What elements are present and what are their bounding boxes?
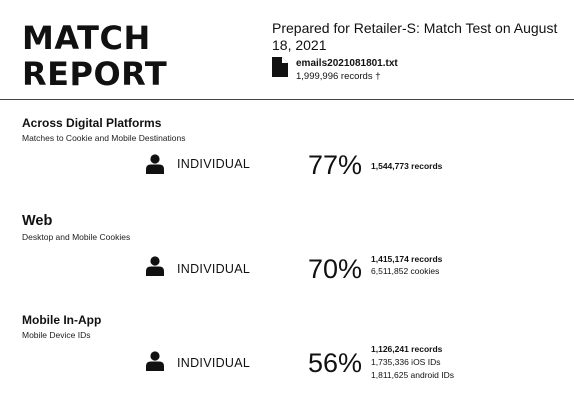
match-percent: 56% <box>308 348 363 378</box>
section-title-mobile: Mobile In-App <box>22 313 102 327</box>
report-title-line1: MATCH <box>22 19 151 57</box>
person-icon <box>146 351 164 371</box>
section-title-digital: Across Digital Platforms <box>22 116 162 130</box>
record-count: 1,126,241 records <box>371 344 443 354</box>
match-percent: 70% <box>308 254 363 284</box>
record-count: 1,415,174 records <box>371 254 443 264</box>
individual-label: INDIVIDUAL <box>177 356 251 370</box>
person-icon <box>146 256 164 276</box>
ios-id-count: 1,735,336 iOS IDs <box>371 357 441 367</box>
section-subtitle-digital: Matches to Cookie and Mobile Destinations <box>22 133 186 143</box>
header-divider <box>0 99 574 100</box>
section-subtitle-web: Desktop and Mobile Cookies <box>22 232 131 242</box>
section-subtitle-mobile: Mobile Device IDs <box>22 330 91 340</box>
individual-label: INDIVIDUAL <box>177 262 251 276</box>
report-title-line2: REPORT <box>22 55 168 93</box>
record-count: 1,544,773 records <box>371 161 443 171</box>
match-percent: 77% <box>308 150 363 180</box>
file-records: 1,999,996 records † <box>296 71 381 82</box>
cookie-count: 6,511,852 cookies <box>371 266 440 276</box>
person-icon <box>146 154 164 174</box>
individual-label: INDIVIDUAL <box>177 157 251 171</box>
prepared-for-text: Prepared for Retailer-S: Match Test on August 18, 2021 <box>272 20 558 53</box>
section-title-web: Web <box>22 213 53 229</box>
file-icon <box>272 57 288 77</box>
file-name: emails2021081801.txt <box>296 58 398 69</box>
android-id-count: 1,811,625 android IDs <box>371 370 455 380</box>
